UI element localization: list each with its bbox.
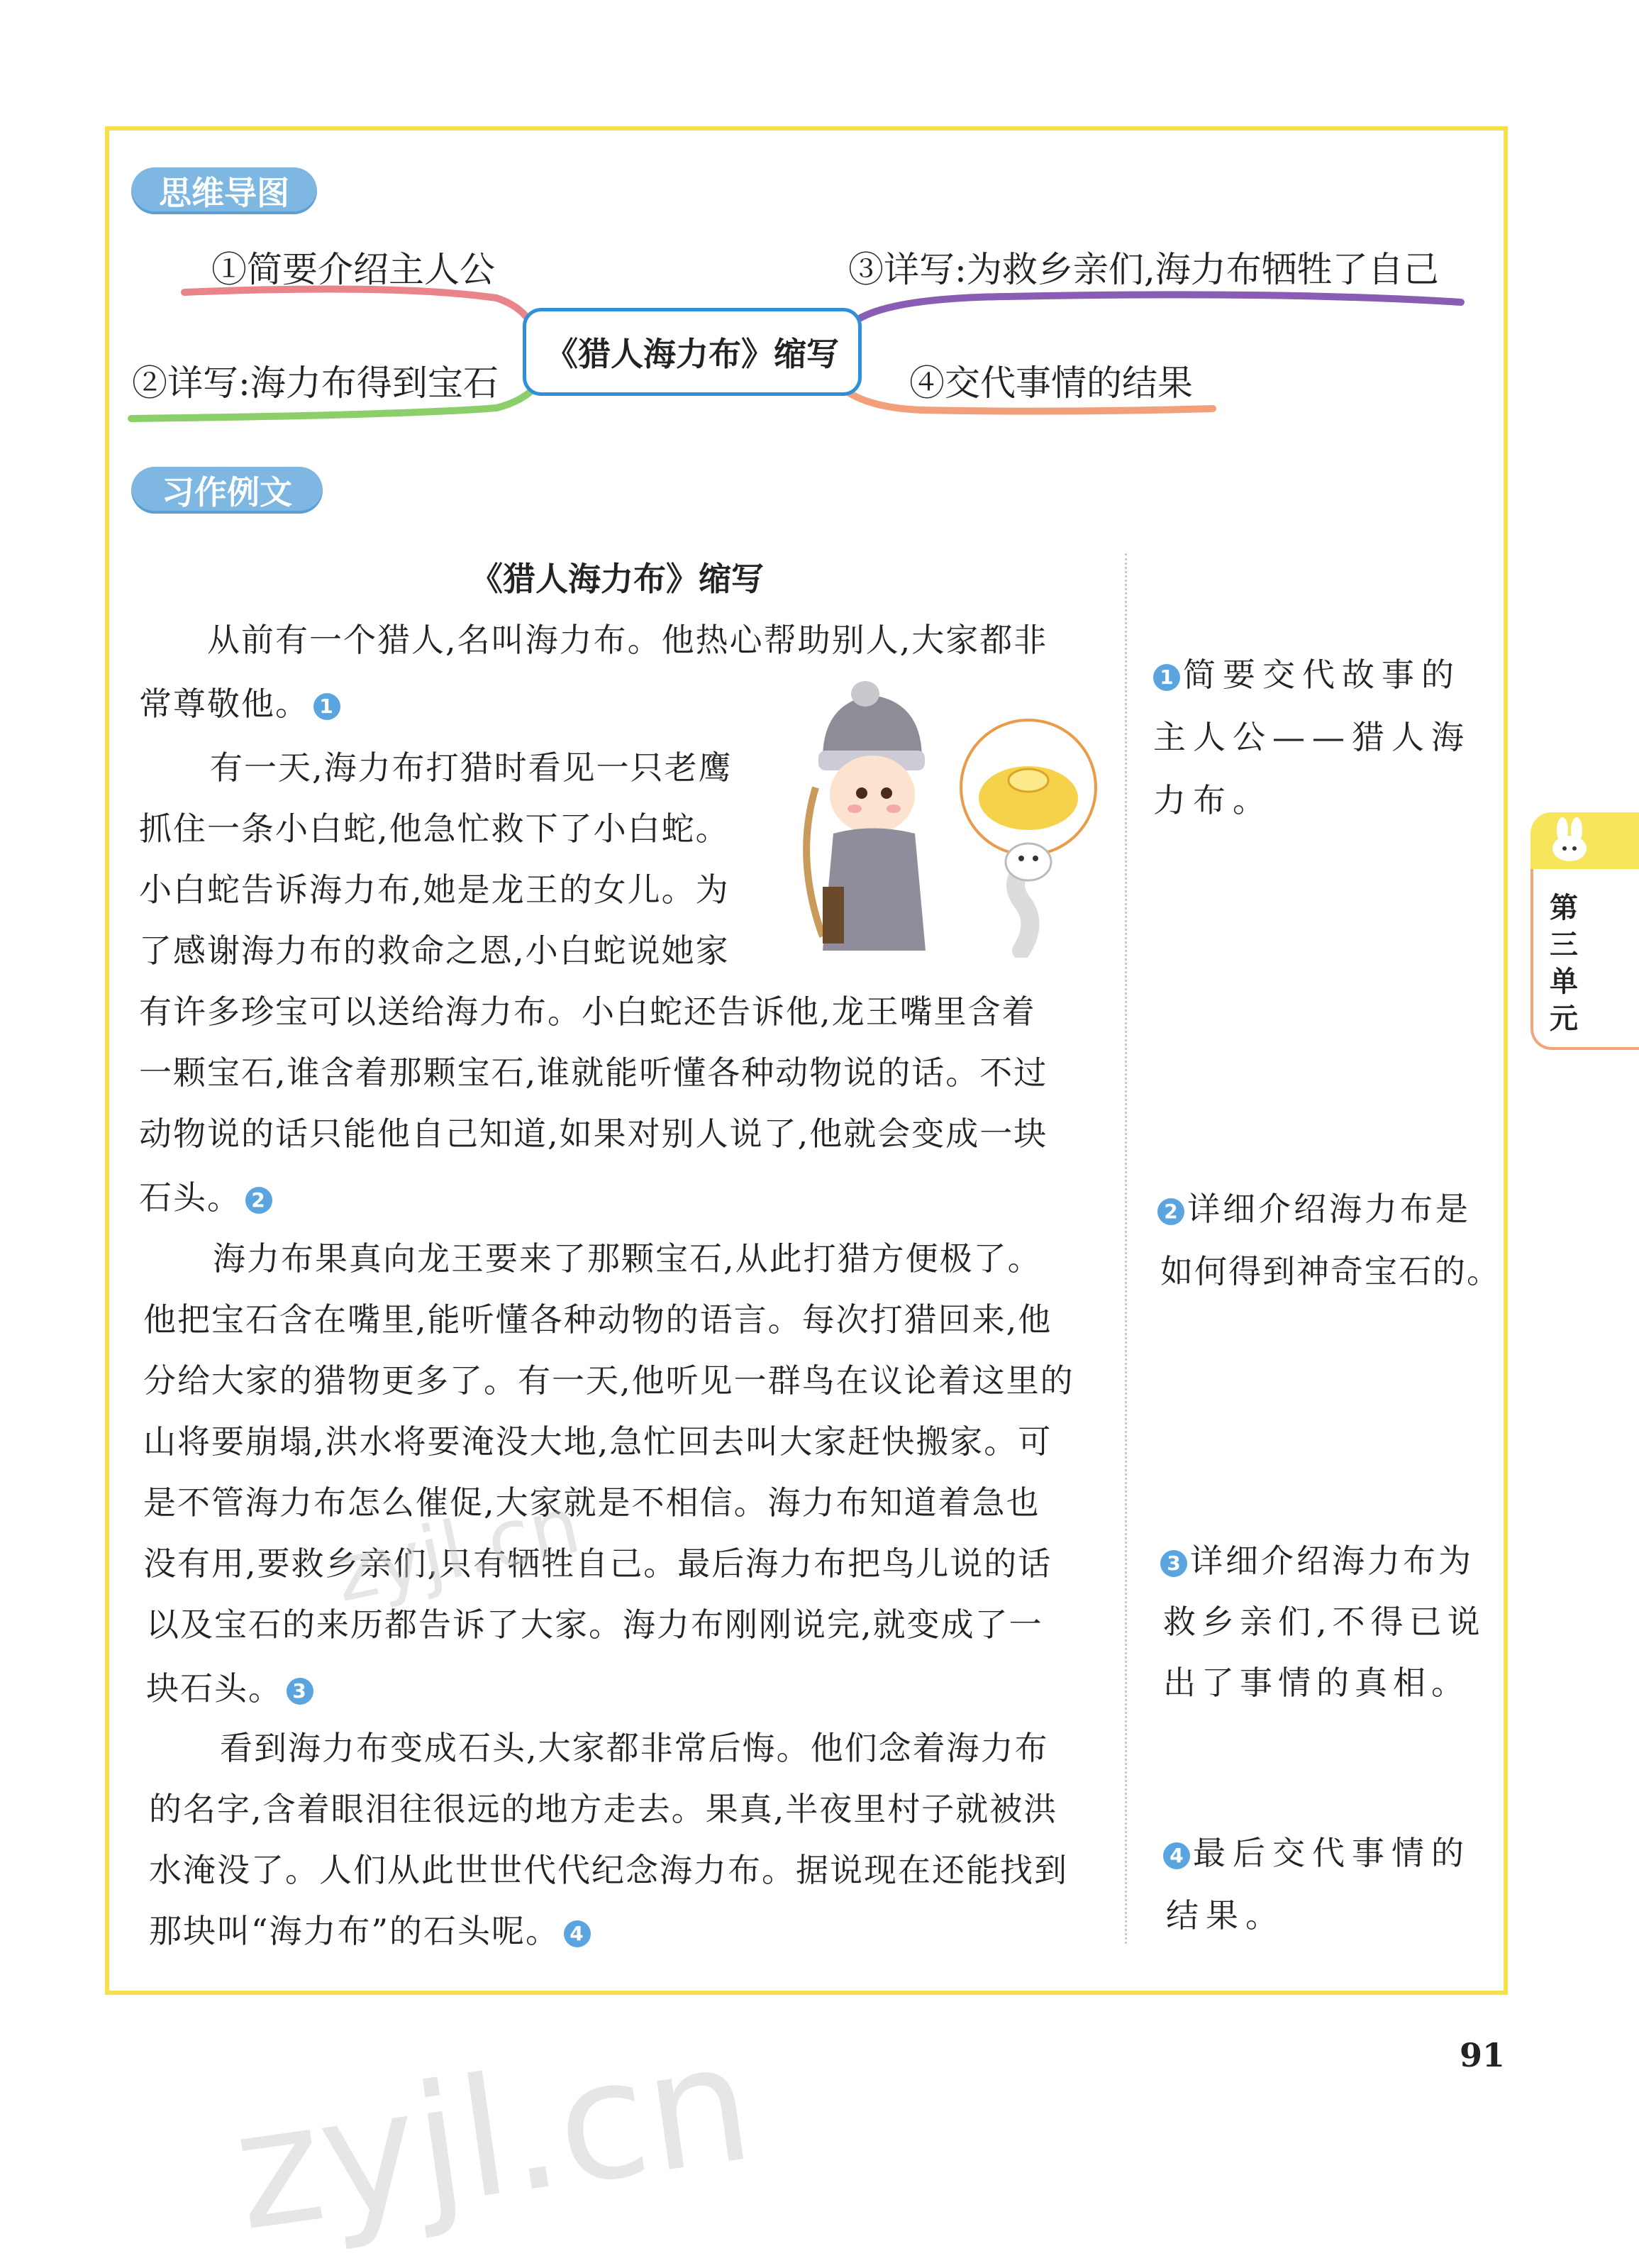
note-4-line: 结果。 <box>1166 1896 1285 1935</box>
text-line: 山将要崩塌,洪水将要淹没大地,急忙回去叫大家赶快搬家。可 <box>143 1422 1052 1461</box>
note-2-line: 2 详细介绍海力布是 <box>1157 1183 1471 1230</box>
rabbit-icon <box>1545 814 1594 864</box>
text-line: 石头。 2 <box>139 1172 272 1219</box>
text-line: 他把宝石含在嘴里,能听懂各种动物的语言。每次打猎回来,他 <box>143 1300 1052 1339</box>
white-snake-head <box>1006 843 1051 880</box>
hunter-quiver <box>823 887 844 944</box>
mind-map-branch3: ③详写:为救乡亲们,海力布牺牲了自己 <box>848 249 1439 290</box>
note-1-line: 1 简要交代故事的 <box>1153 649 1461 696</box>
marker-3: 3 <box>287 1678 313 1705</box>
note-3-marker: 3 <box>1160 1550 1187 1577</box>
marker-1: 1 <box>313 693 340 720</box>
hunter-hat-pompom <box>851 681 879 707</box>
text-line: 水淹没了。人们从此世世代代纪念海力布。据说现在还能找到 <box>149 1851 1068 1889</box>
text-line: 那块叫“海力布”的石头呢。 4 <box>149 1905 591 1952</box>
note-3-line: 出了事情的真相。 <box>1163 1664 1469 1702</box>
text-line: 一颗宝石,谁含着那颗宝石,谁就能听懂各种动物说的话。不过 <box>139 1053 1048 1092</box>
white-snake-eye <box>1018 856 1024 861</box>
mind-map-branch1: ①简要介绍主人公 <box>211 249 495 290</box>
text-line: 常尊敬他。 1 <box>139 678 340 725</box>
watermark-overlay: zyjl.cn <box>326 1479 588 1620</box>
text-line: 块石头。 3 <box>146 1663 313 1710</box>
text-line: 的名字,含着眼泪往很远的地方走去。果真,半夜里村子就被洪 <box>149 1790 1058 1828</box>
note-1-line: 力布。 <box>1153 781 1272 819</box>
note-3-line: 救乡亲们,不得已说 <box>1163 1603 1486 1641</box>
marker-4: 4 <box>564 1920 591 1947</box>
text-line: 小白蛇告诉海力布,她是龙王的女儿。为 <box>139 870 730 909</box>
note-3-line: 3 详细介绍海力布为 <box>1160 1535 1474 1582</box>
text-line: 看到海力布变成石头,大家都非常后悔。他们念着海力布 <box>220 1729 1049 1767</box>
column-divider <box>1125 553 1127 1944</box>
hunter-illustration <box>794 674 1106 958</box>
unit-tab-char: 单 <box>1550 966 1578 998</box>
text-line: 没有用,要救乡亲们,只有牺牲自己。最后海力布把鸟儿说的话 <box>143 1544 1052 1583</box>
hunter-eye <box>881 787 892 799</box>
white-snake-eye <box>1033 856 1038 861</box>
mind-map-branch4: ④交代事情的结果 <box>909 363 1193 404</box>
hunter-face <box>830 756 915 834</box>
unit-tab-char: 第 <box>1550 892 1578 924</box>
hunter-cheek <box>887 804 901 813</box>
unit-tab-char: 三 <box>1550 929 1578 961</box>
unit-tab-char: 元 <box>1550 1002 1578 1035</box>
note-1-marker: 1 <box>1153 664 1180 691</box>
text-line: 抓住一条小白蛇,他急忙救下了小白蛇。 <box>139 809 730 848</box>
note-2-line: 如何得到神奇宝石的。 <box>1160 1252 1501 1290</box>
hunter-bow <box>806 787 823 936</box>
text-line: 以及宝石的来历都告诉了大家。海力布刚刚说完,就变成了一 <box>146 1605 1043 1644</box>
text-line: 动物说的话只能他自己知道,如果对别人说了,他就会变成一块 <box>139 1114 1048 1153</box>
branch3-line <box>858 294 1461 319</box>
article-title: 《猎人海力布》缩写 <box>470 560 764 598</box>
marker-2: 2 <box>245 1187 272 1214</box>
text-line: 海力布果真向龙王要来了那颗宝石,从此打猎方便极了。 <box>213 1239 1042 1278</box>
text-line: 有一天,海力布打猎时看见一只老鹰 <box>210 748 733 787</box>
note-4-marker: 4 <box>1163 1842 1190 1869</box>
mind-map-label: 思维导图 <box>131 167 317 214</box>
text-line: 是不管海力布怎么催促,大家就是不相信。海力布知道着急也 <box>143 1483 1040 1522</box>
watermark: zyjl.cn <box>223 2008 763 2268</box>
note-4-line: 4 最后交代事情的 <box>1163 1827 1471 1874</box>
text-line: 了感谢海力布的救命之恩,小白蛇说她家 <box>139 931 730 970</box>
text-line: 分给大家的猎物更多了。有一天,他听见一群鸟在议论着这里的 <box>143 1361 1074 1400</box>
mind-map-branch2: ②详写:海力布得到宝石 <box>132 363 499 404</box>
hunter-eye <box>856 787 867 799</box>
branch1-line <box>184 289 528 320</box>
treasure-gem <box>1009 769 1048 792</box>
page-number: 91 <box>1460 2036 1506 2074</box>
text-line: 有许多珍宝可以送给海力布。小白蛇还告诉他,龙王嘴里含着 <box>139 992 1036 1031</box>
mind-map-center: 《猎人海力布》缩写 <box>523 308 862 396</box>
example-label: 习作例文 <box>131 467 323 514</box>
note-1-line: 主人公——猎人海 <box>1153 718 1471 756</box>
text-line: 从前有一个猎人,名叫海力布。他热心帮助别人,大家都非 <box>207 621 1048 659</box>
hunter-cheek <box>848 804 862 813</box>
note-2-marker: 2 <box>1157 1198 1184 1225</box>
